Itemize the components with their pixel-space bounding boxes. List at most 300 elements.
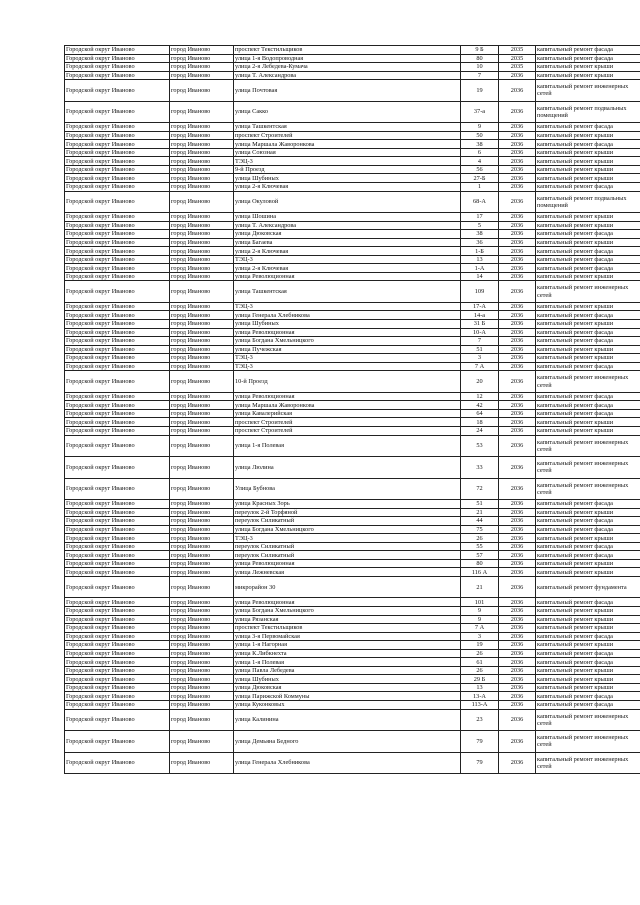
table-row xyxy=(65,54,640,63)
table-row xyxy=(65,525,640,534)
table-row xyxy=(65,255,640,264)
year-cell: 2036 xyxy=(499,320,536,329)
table-row xyxy=(65,683,640,692)
work-type-cell: капитальный ремонт крыши xyxy=(536,508,640,517)
house-number-cell: 4 xyxy=(461,157,499,166)
municipality-cell: Городской округ Иваново xyxy=(65,401,170,410)
work-type-cell: капитальный ремонт крыши xyxy=(536,213,640,222)
settlement-cell: город Иваново xyxy=(170,418,234,427)
municipality-cell: Городской округ Иваново xyxy=(65,551,170,560)
year-cell: 2036 xyxy=(499,568,536,577)
municipality-cell: Городской округ Иваново xyxy=(65,63,170,72)
street-cell: улица Сакко xyxy=(234,101,461,123)
year-cell: 2036 xyxy=(499,624,536,633)
house-number-cell: 26 xyxy=(461,666,499,675)
municipality-cell: Городской округ Иваново xyxy=(65,191,170,213)
house-number-cell: 80 xyxy=(461,54,499,63)
municipality-cell: Городской округ Иваново xyxy=(65,559,170,568)
table-row xyxy=(65,401,640,410)
table-row xyxy=(65,624,640,633)
year-cell: 2036 xyxy=(499,534,536,543)
settlement-cell: город Иваново xyxy=(170,354,234,363)
house-number-cell: 38 xyxy=(461,140,499,149)
table-row xyxy=(65,542,640,551)
year-cell: 2036 xyxy=(499,427,536,436)
municipality-cell: Городской округ Иваново xyxy=(65,692,170,701)
street-cell: улица Багаева xyxy=(234,238,461,247)
municipality-cell: Городской округ Иваново xyxy=(65,46,170,55)
work-type-cell: капитальный ремонт крыши xyxy=(536,418,640,427)
house-number-cell: 6 xyxy=(461,148,499,157)
municipality-cell: Городской округ Иваново xyxy=(65,392,170,401)
municipality-cell: Городской округ Иваново xyxy=(65,632,170,641)
municipality-cell: Городской округ Иваново xyxy=(65,183,170,192)
table-row xyxy=(65,302,640,311)
work-type-cell: капитальный ремонт фасада xyxy=(536,46,640,55)
table-row xyxy=(65,658,640,667)
house-number-cell: 68-А xyxy=(461,191,499,213)
municipality-cell: Городской округ Иваново xyxy=(65,213,170,222)
year-cell: 2036 xyxy=(499,576,536,598)
municipality-cell: Городской округ Иваново xyxy=(65,731,170,753)
settlement-cell: город Иваново xyxy=(170,345,234,354)
table-row xyxy=(65,731,640,753)
work-type-cell: капитальный ремонт крыши xyxy=(536,238,640,247)
municipality-cell: Городской округ Иваново xyxy=(65,615,170,624)
house-number-cell: 13 xyxy=(461,683,499,692)
municipality-cell: Городской округ Иваново xyxy=(65,409,170,418)
table-row xyxy=(65,457,640,479)
house-number-cell: 27-Б xyxy=(461,174,499,183)
work-type-cell: капитальный ремонт инженерных сетей xyxy=(536,435,640,457)
house-number-cell: 7 xyxy=(461,71,499,80)
year-cell: 2036 xyxy=(499,123,536,132)
street-cell: улица 1-я Нагорная xyxy=(234,641,461,650)
year-cell: 2036 xyxy=(499,542,536,551)
municipality-cell: Городской округ Иваново xyxy=(65,131,170,140)
house-number-cell: 26 xyxy=(461,534,499,543)
work-type-cell: капитальный ремонт фасада xyxy=(536,54,640,63)
street-cell: улица Парижской Коммуны xyxy=(234,692,461,701)
house-number-cell: 21 xyxy=(461,576,499,598)
settlement-cell: город Иваново xyxy=(170,54,234,63)
year-cell: 2036 xyxy=(499,148,536,157)
house-number-cell: 51 xyxy=(461,500,499,509)
work-type-cell: капитальный ремонт фасада xyxy=(536,598,640,607)
work-type-cell: капитальный ремонт крыши xyxy=(536,666,640,675)
work-type-cell: капитальный ремонт крыши xyxy=(536,174,640,183)
settlement-cell: город Иваново xyxy=(170,534,234,543)
settlement-cell: город Иваново xyxy=(170,615,234,624)
work-type-cell: капитальный ремонт фасада xyxy=(536,551,640,560)
street-cell: ТЭЦ-3 xyxy=(234,302,461,311)
table-row xyxy=(65,534,640,543)
table-row xyxy=(65,500,640,509)
work-type-cell: капитальный ремонт фасада xyxy=(536,542,640,551)
table-row xyxy=(65,559,640,568)
street-cell: улица Кавалерийская xyxy=(234,409,461,418)
street-cell: переулок 2-й Торфяной xyxy=(234,508,461,517)
municipality-cell: Городской округ Иваново xyxy=(65,337,170,346)
year-cell: 2036 xyxy=(499,658,536,667)
table-row xyxy=(65,692,640,701)
work-type-cell: капитальный ремонт фасада xyxy=(536,123,640,132)
table-row xyxy=(65,63,640,72)
year-cell: 2036 xyxy=(499,281,536,303)
street-cell: улица Красных Зорь xyxy=(234,500,461,509)
house-number-cell: 21 xyxy=(461,508,499,517)
municipality-cell: Городской округ Иваново xyxy=(65,525,170,534)
year-cell: 2036 xyxy=(499,401,536,410)
house-number-cell: 33 xyxy=(461,457,499,479)
house-number-cell: 1-А xyxy=(461,264,499,273)
settlement-cell: город Иваново xyxy=(170,542,234,551)
settlement-cell: город Иваново xyxy=(170,500,234,509)
table-row xyxy=(65,165,640,174)
house-number-cell: 14-а xyxy=(461,311,499,320)
settlement-cell: город Иваново xyxy=(170,709,234,731)
municipality-cell: Городской округ Иваново xyxy=(65,281,170,303)
table-row xyxy=(65,508,640,517)
work-type-cell: капитальный ремонт фундамента xyxy=(536,576,640,598)
street-cell: улица Почтовая xyxy=(234,80,461,102)
house-number-cell: 20 xyxy=(461,371,499,393)
settlement-cell: город Иваново xyxy=(170,607,234,616)
municipality-cell: Городской округ Иваново xyxy=(65,238,170,247)
work-type-cell: капитальный ремонт фасада xyxy=(536,409,640,418)
street-cell: улица Маршала Жаворонкова xyxy=(234,401,461,410)
street-cell: улица Т. Александрова xyxy=(234,221,461,230)
municipality-cell: Городской округ Иваново xyxy=(65,354,170,363)
year-cell: 2036 xyxy=(499,525,536,534)
municipality-cell: Городской округ Иваново xyxy=(65,230,170,239)
municipality-cell: Городской округ Иваново xyxy=(65,675,170,684)
municipality-cell: Городской округ Иваново xyxy=(65,264,170,273)
table-row xyxy=(65,213,640,222)
settlement-cell: город Иваново xyxy=(170,666,234,675)
municipality-cell: Городской округ Иваново xyxy=(65,478,170,500)
table-row xyxy=(65,649,640,658)
work-type-cell: капитальный ремонт инженерных сетей xyxy=(536,752,640,774)
work-type-cell: капитальный ремонт фасада xyxy=(536,337,640,346)
municipality-cell: Городской округ Иваново xyxy=(65,247,170,256)
house-number-cell: 79 xyxy=(461,752,499,774)
street-cell: улица Дюковская xyxy=(234,230,461,239)
settlement-cell: город Иваново xyxy=(170,157,234,166)
settlement-cell: город Иваново xyxy=(170,80,234,102)
table-row xyxy=(65,392,640,401)
table-row xyxy=(65,101,640,123)
year-cell: 2036 xyxy=(499,311,536,320)
work-type-cell: капитальный ремонт фасада xyxy=(536,401,640,410)
work-type-cell: капитальный ремонт крыши xyxy=(536,148,640,157)
year-cell: 2035 xyxy=(499,46,536,55)
settlement-cell: город Иваново xyxy=(170,517,234,526)
work-type-cell: капитальный ремонт фасада xyxy=(536,183,640,192)
year-cell: 2036 xyxy=(499,183,536,192)
table-row xyxy=(65,230,640,239)
municipality-cell: Городской округ Иваново xyxy=(65,457,170,479)
settlement-cell: город Иваново xyxy=(170,457,234,479)
table-row xyxy=(65,598,640,607)
table-row xyxy=(65,641,640,650)
street-cell: улица Маршала Жаворонкова xyxy=(234,140,461,149)
settlement-cell: город Иваново xyxy=(170,752,234,774)
year-cell: 2036 xyxy=(499,709,536,731)
settlement-cell: город Иваново xyxy=(170,148,234,157)
year-cell: 2036 xyxy=(499,157,536,166)
repair-register-table xyxy=(64,45,640,774)
settlement-cell: город Иваново xyxy=(170,632,234,641)
house-number-cell: 19 xyxy=(461,80,499,102)
year-cell: 2036 xyxy=(499,272,536,281)
settlement-cell: город Иваново xyxy=(170,658,234,667)
work-type-cell: капитальный ремонт инженерных сетей xyxy=(536,80,640,102)
settlement-cell: город Иваново xyxy=(170,183,234,192)
year-cell: 2036 xyxy=(499,701,536,710)
work-type-cell: капитальный ремонт фасада xyxy=(536,701,640,710)
settlement-cell: город Иваново xyxy=(170,576,234,598)
settlement-cell: город Иваново xyxy=(170,221,234,230)
work-type-cell: капитальный ремонт крыши xyxy=(536,624,640,633)
year-cell: 2036 xyxy=(499,191,536,213)
house-number-cell: 17 xyxy=(461,213,499,222)
settlement-cell: город Иваново xyxy=(170,371,234,393)
year-cell: 2035 xyxy=(499,54,536,63)
municipality-cell: Городской округ Иваново xyxy=(65,80,170,102)
house-number-cell: 38 xyxy=(461,230,499,239)
year-cell: 2036 xyxy=(499,641,536,650)
work-type-cell: капитальный ремонт инженерных сетей xyxy=(536,731,640,753)
municipality-cell: Городской округ Иваново xyxy=(65,418,170,427)
municipality-cell: Городской округ Иваново xyxy=(65,101,170,123)
street-cell: улица Генерала Хлебникова xyxy=(234,311,461,320)
house-number-cell: 12 xyxy=(461,392,499,401)
table-row xyxy=(65,320,640,329)
year-cell: 2036 xyxy=(499,221,536,230)
year-cell: 2036 xyxy=(499,230,536,239)
street-cell: улица Т. Александрова xyxy=(234,71,461,80)
work-type-cell: капитальный ремонт крыши xyxy=(536,354,640,363)
municipality-cell: Городской округ Иваново xyxy=(65,140,170,149)
table-row xyxy=(65,607,640,616)
municipality-cell: Городской округ Иваново xyxy=(65,427,170,436)
settlement-cell: город Иваново xyxy=(170,401,234,410)
table-row xyxy=(65,80,640,102)
house-number-cell: 3 xyxy=(461,354,499,363)
work-type-cell: капитальный ремонт фасада xyxy=(536,247,640,256)
settlement-cell: город Иваново xyxy=(170,328,234,337)
settlement-cell: город Иваново xyxy=(170,101,234,123)
settlement-cell: город Иваново xyxy=(170,409,234,418)
municipality-cell: Городской округ Иваново xyxy=(65,255,170,264)
municipality-cell: Городской округ Иваново xyxy=(65,165,170,174)
table-row xyxy=(65,615,640,624)
street-cell: проспект Строителей xyxy=(234,427,461,436)
work-type-cell: капитальный ремонт крыши xyxy=(536,63,640,72)
municipality-cell: Городской округ Иваново xyxy=(65,683,170,692)
settlement-cell: город Иваново xyxy=(170,174,234,183)
year-cell: 2036 xyxy=(499,752,536,774)
house-number-cell: 18 xyxy=(461,418,499,427)
house-number-cell: 37-а xyxy=(461,101,499,123)
house-number-cell: 109 xyxy=(461,281,499,303)
settlement-cell: город Иваново xyxy=(170,165,234,174)
settlement-cell: город Иваново xyxy=(170,641,234,650)
settlement-cell: город Иваново xyxy=(170,598,234,607)
settlement-cell: город Иваново xyxy=(170,624,234,633)
table-row xyxy=(65,709,640,731)
year-cell: 2036 xyxy=(499,345,536,354)
work-type-cell: капитальный ремонт крыши xyxy=(536,131,640,140)
table-row xyxy=(65,148,640,157)
house-number-cell: 44 xyxy=(461,517,499,526)
work-type-cell: капитальный ремонт подвальных помещений xyxy=(536,101,640,123)
street-cell: улица 1-я Водопроводная xyxy=(234,54,461,63)
municipality-cell: Городской округ Иваново xyxy=(65,221,170,230)
municipality-cell: Городской округ Иваново xyxy=(65,649,170,658)
house-number-cell: 7 А xyxy=(461,624,499,633)
street-cell: улица Богдана Хмельницкого xyxy=(234,607,461,616)
year-cell: 2036 xyxy=(499,392,536,401)
municipality-cell: Городской округ Иваново xyxy=(65,534,170,543)
table-row xyxy=(65,247,640,256)
street-cell: улица Шошина xyxy=(234,213,461,222)
work-type-cell: капитальный ремонт крыши xyxy=(536,534,640,543)
table-row xyxy=(65,174,640,183)
work-type-cell: капитальный ремонт фасада xyxy=(536,362,640,371)
table-row xyxy=(65,666,640,675)
table-row xyxy=(65,183,640,192)
settlement-cell: город Иваново xyxy=(170,255,234,264)
work-type-cell: капитальный ремонт фасада xyxy=(536,255,640,264)
work-type-cell: капитальный ремонт крыши xyxy=(536,345,640,354)
municipality-cell: Городской округ Иваново xyxy=(65,508,170,517)
municipality-cell: Городской округ Иваново xyxy=(65,148,170,157)
table-row xyxy=(65,221,640,230)
house-number-cell: 51 xyxy=(461,345,499,354)
street-cell: улица Ташкентская xyxy=(234,281,461,303)
street-cell: улица Союзная xyxy=(234,148,461,157)
work-type-cell: капитальный ремонт фасада xyxy=(536,632,640,641)
house-number-cell: 116 А xyxy=(461,568,499,577)
municipality-cell: Городской округ Иваново xyxy=(65,311,170,320)
settlement-cell: город Иваново xyxy=(170,683,234,692)
house-number-cell: 17-А xyxy=(461,302,499,311)
year-cell: 2036 xyxy=(499,371,536,393)
house-number-cell: 14 xyxy=(461,272,499,281)
house-number-cell: 1-Б xyxy=(461,247,499,256)
table-row xyxy=(65,362,640,371)
work-type-cell: капитальный ремонт крыши xyxy=(536,221,640,230)
table-row xyxy=(65,576,640,598)
register-page xyxy=(64,45,640,774)
street-cell: улица Лежневская xyxy=(234,568,461,577)
table-row xyxy=(65,371,640,393)
street-cell: улица Богдана Хмельницкого xyxy=(234,525,461,534)
house-number-cell: 9 xyxy=(461,615,499,624)
year-cell: 2036 xyxy=(499,598,536,607)
municipality-cell: Городской округ Иваново xyxy=(65,272,170,281)
table-row xyxy=(65,675,640,684)
municipality-cell: Городской округ Иваново xyxy=(65,54,170,63)
settlement-cell: город Иваново xyxy=(170,46,234,55)
street-cell: микрорайон 30 xyxy=(234,576,461,598)
work-type-cell: капитальный ремонт фасада xyxy=(536,328,640,337)
year-cell: 2036 xyxy=(499,247,536,256)
settlement-cell: город Иваново xyxy=(170,649,234,658)
settlement-cell: город Иваново xyxy=(170,478,234,500)
municipality-cell: Городской округ Иваново xyxy=(65,709,170,731)
settlement-cell: город Иваново xyxy=(170,281,234,303)
year-cell: 2036 xyxy=(499,131,536,140)
year-cell: 2036 xyxy=(499,354,536,363)
year-cell: 2036 xyxy=(499,478,536,500)
table-row xyxy=(65,123,640,132)
street-cell: улица 2-я Ключевая xyxy=(234,247,461,256)
municipality-cell: Городской округ Иваново xyxy=(65,641,170,650)
municipality-cell: Городской округ Иваново xyxy=(65,71,170,80)
street-cell: улица Дюковская xyxy=(234,683,461,692)
year-cell: 2036 xyxy=(499,649,536,658)
street-cell: улица Революционная xyxy=(234,392,461,401)
municipality-cell: Городской округ Иваново xyxy=(65,568,170,577)
house-number-cell: 9 xyxy=(461,123,499,132)
settlement-cell: город Иваново xyxy=(170,140,234,149)
street-cell: улица Революционная xyxy=(234,559,461,568)
settlement-cell: город Иваново xyxy=(170,230,234,239)
settlement-cell: город Иваново xyxy=(170,311,234,320)
work-type-cell: капитальный ремонт инженерных сетей xyxy=(536,457,640,479)
street-cell: улица Шубиных xyxy=(234,320,461,329)
house-number-cell: 13 xyxy=(461,255,499,264)
municipality-cell: Городской округ Иваново xyxy=(65,701,170,710)
year-cell: 2036 xyxy=(499,457,536,479)
street-cell: улица 2-я Ключевая xyxy=(234,183,461,192)
table-row xyxy=(65,264,640,273)
municipality-cell: Городской округ Иваново xyxy=(65,174,170,183)
house-number-cell: 13-А xyxy=(461,692,499,701)
work-type-cell: капитальный ремонт крыши xyxy=(536,302,640,311)
street-cell: улица Шубиных xyxy=(234,675,461,684)
house-number-cell: 101 xyxy=(461,598,499,607)
work-type-cell: капитальный ремонт фасада xyxy=(536,230,640,239)
settlement-cell: город Иваново xyxy=(170,559,234,568)
municipality-cell: Городской округ Иваново xyxy=(65,752,170,774)
street-cell: улица Ташкентская xyxy=(234,123,461,132)
work-type-cell: капитальный ремонт фасада xyxy=(536,649,640,658)
year-cell: 2036 xyxy=(499,302,536,311)
table-row xyxy=(65,71,640,80)
settlement-cell: город Иваново xyxy=(170,675,234,684)
house-number-cell: 26 xyxy=(461,649,499,658)
house-number-cell: 42 xyxy=(461,401,499,410)
work-type-cell: капитальный ремонт крыши xyxy=(536,157,640,166)
municipality-cell: Городской округ Иваново xyxy=(65,500,170,509)
house-number-cell: 9 Б xyxy=(461,46,499,55)
house-number-cell: 10 xyxy=(461,63,499,72)
municipality-cell: Городской округ Иваново xyxy=(65,607,170,616)
year-cell: 2036 xyxy=(499,409,536,418)
work-type-cell: капитальный ремонт крыши xyxy=(536,559,640,568)
house-number-cell: 61 xyxy=(461,658,499,667)
work-type-cell: капитальный ремонт инженерных сетей xyxy=(536,478,640,500)
municipality-cell: Городской округ Иваново xyxy=(65,435,170,457)
house-number-cell: 31 Б xyxy=(461,320,499,329)
settlement-cell: город Иваново xyxy=(170,731,234,753)
settlement-cell: город Иваново xyxy=(170,392,234,401)
year-cell: 2036 xyxy=(499,140,536,149)
